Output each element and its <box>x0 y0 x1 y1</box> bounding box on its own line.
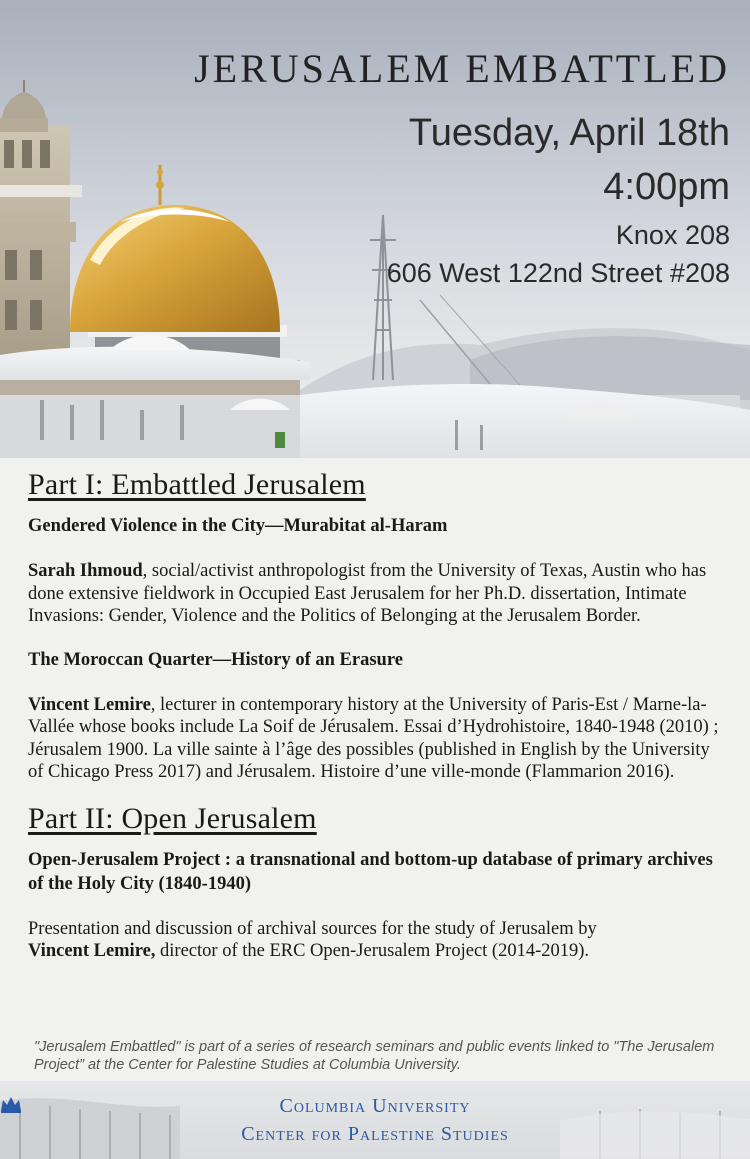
series-footnote: "Jerusalem Embattled" is part of a series of research seminars and public events linked to "The Jerusalem Project” at the Center for Palestine Studies at Columbia University. <box>34 1039 715 1073</box>
event-date: Tuesday, April 18th <box>408 112 730 154</box>
talk2-heading: The Moroccan Quarter—History of an Erasure <box>28 649 403 670</box>
talk1-bio: , social/activist anthropologist from the University of Texas, Austin who has done extensive fieldwork in Occupied East Jerusalem for her Ph.D. dissertation, Intimate Invasions: Gender, Violence and the Politics of Belonging at the Jerusalem Border. <box>28 561 707 626</box>
snow-scene-image <box>0 1081 750 1159</box>
event-room: Knox 208 <box>615 220 730 250</box>
footer-banner <box>0 1081 750 1159</box>
talk2-description <box>28 694 728 784</box>
talk1-description <box>28 560 728 628</box>
part2-rest: director of the ERC Open-Jerusalem Project (2014-2019). <box>155 941 590 961</box>
talk2-speaker: Vincent Lemire <box>28 694 151 715</box>
talk2-bio: , lecturer in contemporary history at the University of Paris-Est / Marne-la-Vallée whose books include La Soif de Jérusalem. Essai d’Hydrohistoire, 1840-1948 (2010) ; Jérusalem 1900. La ville sainte à l’âge des possibles (published in English by the University of Chicago Press 2017) and Jérusalem. Histoire d’une ville-monde (Flammarion 2016). <box>28 694 719 782</box>
hero-banner <box>0 0 750 458</box>
program-content <box>28 468 728 963</box>
center-palestine-studies-logo: Center for Palestine Studies <box>241 1123 509 1145</box>
event-time: 4:00pm <box>603 166 730 208</box>
part2-intro: Presentation and discussion of archival sources for the study of Jerusalem by <box>28 918 597 939</box>
event-address: 606 West 122nd Street #208 <box>386 258 730 288</box>
event-title: JERUSALEM EMBATTLED <box>194 46 730 91</box>
talk1-speaker: Sarah Ihmoud <box>28 561 143 581</box>
columbia-university-logo: Columbia University <box>0 1095 750 1118</box>
talk1-heading: Gendered Violence in the City—Murabitat al-Haram <box>28 516 448 536</box>
part1-title: Part I: Embattled Jerusalem <box>28 468 366 501</box>
part2-description <box>28 918 728 963</box>
part2-heading: Open-Jerusalem Project : a transnational and bottom-up database of primary archives of the Holy City (1840-1940) <box>28 849 713 894</box>
part2-speaker: Vincent Lemire, <box>28 941 156 961</box>
part2-title: Part II: Open Jerusalem <box>28 801 317 835</box>
crown-icon <box>0 1095 22 1113</box>
